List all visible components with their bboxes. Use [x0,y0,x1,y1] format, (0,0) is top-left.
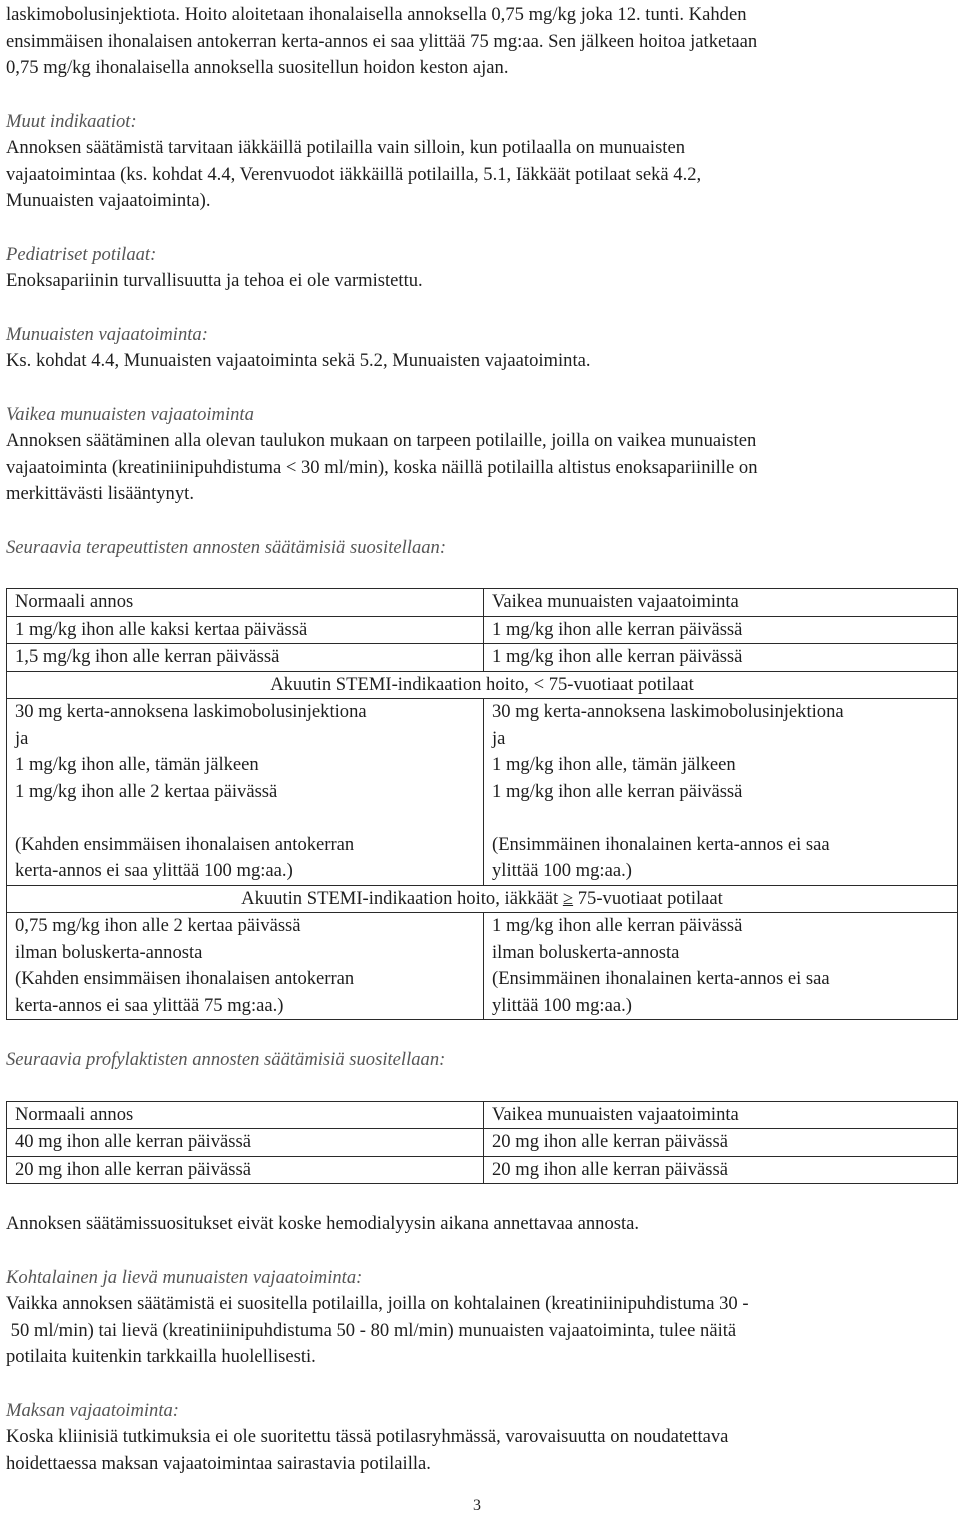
cell-line: ja [492,727,506,749]
table-cell: 1 mg/kg ihon alle kerran päivässä [484,644,958,672]
stemi-over75-label [7,885,958,913]
label-text: 75-vuotiaat potilaat [573,887,723,909]
text-line: ensimmäisen ihonalaisen antokerran kerta-annos ei saa ylittää 75 mg:aa. Sen jälkeen hoitoa jatketaan [6,30,758,52]
cell-line: (Kahden ensimmäisen ihonalaisen antokerran [15,833,355,855]
hepatic-section [6,1398,950,1478]
text-line: Annoksen säätäminen alla olevan taulukon mukaan on tarpeen potilaille, joilla on vaikea munuaisten [6,430,757,451]
table-cell: 1 mg/kg ihon alle kerran päivässä [484,616,958,644]
text-line: vajaatoimintaa (ks. kohdat 4.4, Verenvuodot iäkkäillä potilailla, 5.1, Iäkkäät potilaat sekä 4.2, [6,163,702,185]
cell-line: ja [15,727,29,749]
table-row [7,913,958,1020]
text-line: Annoksen säätämistä tarvitaan iäkkäillä potilailla vain silloin, kun potilaalla on munuaisten [6,137,686,158]
text-line: potilaita kuitenkin tarkkailla huolellisesti. [6,1346,316,1367]
column-header: Vaikea munuaisten vajaatoiminta [484,589,958,617]
cell-line: 1 mg/kg ihon alle kerran päivässä [492,780,743,802]
table-cell: 1 mg/kg ihon alle kaksi kertaa päivässä [7,616,484,644]
section-heading: Munuaisten vajaatoiminta: [6,323,208,345]
prophylactic-heading: Seuraavia profylaktisten annosten säätämisiä suositellaan: [6,1049,446,1070]
dialysis-note: Annoksen säätämissuositukset eivät koske hemodialyysin aikana annettavaa annosta. [6,1213,640,1234]
table-cell [7,913,484,1020]
cell-line: ilman boluskerta-annosta [15,941,203,963]
cell-line: ylittää 100 mg:aa.) [492,860,632,881]
therapeutic-heading: Seuraavia terapeuttisten annosten säätämisiä suositellaan: [6,536,447,558]
cell-line: (Ensimmäinen ihonalainen kerta-annos ei saa [492,968,830,989]
cell-line: 1 mg/kg ihon alle, tämän jälkeen [15,754,259,775]
table-cell: 20 mg ihon alle kerran päivässä [484,1129,958,1157]
cell-line [492,805,949,832]
text-line: Enoksapariinin turvallisuutta ja tehoa ei ole varmistettu. [6,270,423,291]
table-row [7,644,958,672]
column-header: Normaali annos [7,589,484,617]
section-heading: Vaikea munuaisten vajaatoiminta [6,403,254,425]
severe-renal-section [6,402,950,508]
cell-line: (Kahden ensimmäisen ihonalaisen antokerran [15,968,355,989]
cell-line: 30 mg kerta-annoksena laskimobolusinjektiona [15,701,367,722]
section-heading: Muut indikaatiot: [6,110,137,132]
prophylactic-dose-table [6,1101,958,1185]
column-header: Normaali annos [7,1101,484,1129]
table-row [7,616,958,644]
text-line: Munuaisten vajaatoiminta). [6,190,211,211]
cell-line: kerta-annos ei saa ylittää 75 mg:aa.) [15,994,284,1016]
cell-line: 30 mg kerta-annoksena laskimobolusinjektiona [492,701,844,722]
table-cell [484,699,958,886]
moderate-renal-section [6,1265,950,1371]
table-row [7,885,958,913]
cell-line [15,805,475,832]
greater-equal-symbol: ≥ [562,887,574,909]
text-line: 0,75 mg/kg ihonalaisella annoksella suositellun hoidon keston ajan. [6,57,509,78]
table-row [7,1129,958,1157]
table-row [7,671,958,699]
pediatric-section [6,242,950,295]
table-cell [7,699,484,886]
stemi-under75-label: Akuutin STEMI-indikaation hoito, < 75-vuotiaat potilaat [7,671,958,699]
cell-line: 1 mg/kg ihon alle, tämän jälkeen [492,754,736,775]
therapeutic-dose-table [6,588,958,1020]
text-line: Vaikka annoksen säätämistä ei suositella potilailla, joilla on kohtalainen (kreatiniinipuhdistuma 30 - [6,1293,749,1314]
cell-line: kerta-annos ei saa ylittää 100 mg:aa.) [15,860,293,881]
table-cell: 20 mg ihon alle kerran päivässä [7,1156,484,1184]
table-header-row [7,589,958,617]
table-row [7,699,958,886]
other-indications-section [6,109,950,215]
cell-line: 1 mg/kg ihon alle kerran päivässä [492,915,743,936]
text-line: laskimobolusinjektiota. Hoito aloitetaan ihonalaisella annoksella 0,75 mg/kg joka 12. tunti. Kahden [6,4,747,25]
section-heading: Maksan vajaatoiminta: [6,1399,179,1421]
label-text: Akuutin STEMI-indikaation hoito, iäkkäät [241,887,563,909]
section-heading: Pediatriset potilaat: [6,243,157,265]
cell-line: (Ensimmäinen ihonalainen kerta-annos ei saa [492,833,830,855]
text-line: hoidettaessa maksan vajaatoimintaa sairastavia potilailla. [6,1452,431,1474]
page-number: 3 [473,1497,481,1514]
text-line: vajaatoiminta (kreatiniinipuhdistuma < 30 ml/min), koska näillä potilailla altistus enoksapariinille on [6,456,758,478]
table-cell [484,913,958,1020]
cell-line: ilman boluskerta-annosta [492,941,680,963]
table-cell: 1,5 mg/kg ihon alle kerran päivässä [7,644,484,672]
text-line: 50 ml/min) tai lievä (kreatiniinipuhdistuma 50 - 80 ml/min) munuaisten vajaatoiminta, tulee näitä [6,1319,737,1341]
text-line: Ks. kohdat 4.4, Munuaisten vajaatoiminta sekä 5.2, Munuaisten vajaatoiminta. [6,350,591,371]
document-page [6,0,950,1477]
table-header-row [7,1101,958,1129]
renal-section [6,322,950,375]
cell-line: 1 mg/kg ihon alle 2 kertaa päivässä [15,780,278,802]
intro-paragraph [6,2,950,82]
text-line: merkittävästi lisääntynyt. [6,483,194,504]
section-heading: Kohtalainen ja lievä munuaisten vajaatoiminta: [6,1266,363,1288]
text-line: Koska kliinisiä tutkimuksia ei ole suoritettu tässä potilasryhmässä, varovaisuutta on noudatettava [6,1426,729,1447]
table-cell: 20 mg ihon alle kerran päivässä [484,1156,958,1184]
column-header: Vaikea munuaisten vajaatoiminta [484,1101,958,1129]
table-cell: 40 mg ihon alle kerran päivässä [7,1129,484,1157]
cell-line: ylittää 100 mg:aa.) [492,994,632,1016]
cell-line: 0,75 mg/kg ihon alle 2 kertaa päivässä [15,915,301,936]
table-row [7,1156,958,1184]
